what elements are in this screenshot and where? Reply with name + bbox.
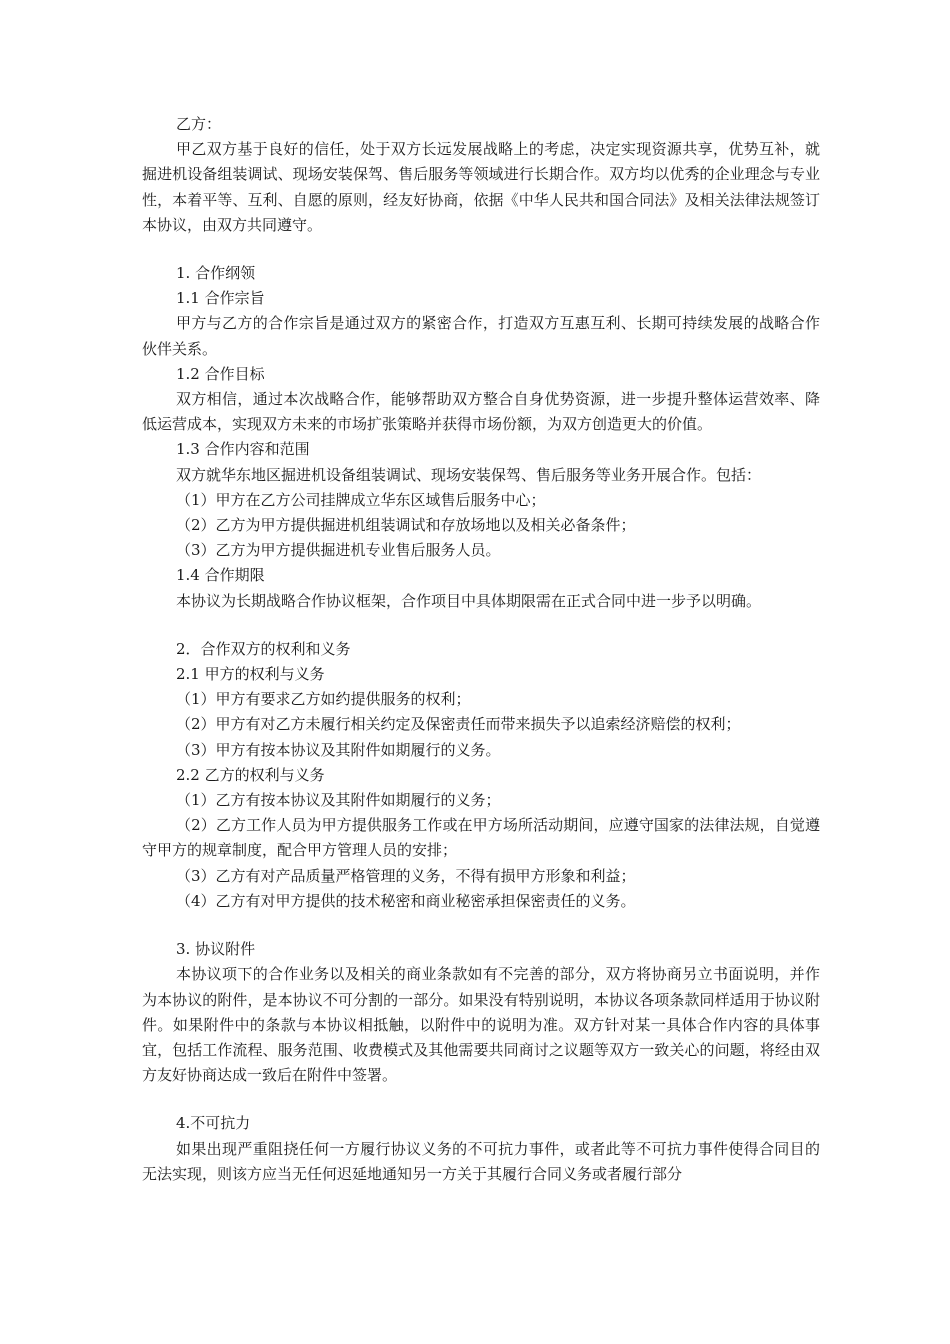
- section-1-3-text: 双方就华东地区掘进机设备组装调试、现场安装保驾、售后服务等业务开展合作。包括：: [176, 465, 762, 484]
- document-page: [142, 112, 820, 1187]
- intro-paragraph: 甲乙双方基于良好的信任，处于双方长远发展战略上的考虑，决定实现资源共享，优势互补，就掘进机设备组装调试、现场安装保驾、售后服务等领域进行长期合作。双方均以优秀的企业理念与专业性，本着平等、互利、自愿的原则，经友好协商，依据《中华人民共和国合同法》及相关法律法规签订本协议，由双方共同遵守。: [142, 140, 820, 234]
- section-1-2-text: 双方相信，通过本次战略合作，能够帮助双方整合自身优势资源，进一步提升整体运营效率、降低运营成本，实现双方未来的市场扩张策略并获得市场份额，为双方创造更大的价值。: [142, 390, 820, 434]
- section-3-heading: 3. 协议附件: [176, 940, 256, 959]
- section-1-1-heading: 1.1 合作宗旨: [176, 289, 265, 308]
- section-1-2-heading: 1.2 合作目标: [176, 364, 265, 383]
- section-1-heading: 1. 合作纲领: [176, 264, 256, 283]
- list-item: （1）乙方有按本协议及其附件如期履行的义务；: [176, 791, 501, 810]
- list-item: （4）乙方有对甲方提供的技术秘密和商业秘密承担保密责任的义务。: [176, 891, 636, 910]
- list-item: （1）甲方在乙方公司挂牌成立华东区域售后服务中心；: [176, 490, 546, 509]
- list-item: （1）甲方有要求乙方如约提供服务的权利；: [176, 690, 471, 709]
- section-1-4-text: 本协议为长期战略合作协议框架，合作项目中具体期限需在正式合同中进一步予以明确。: [176, 591, 762, 610]
- list-item: （3）乙方有对产品质量严格管理的义务，不得有损甲方形象和利益；: [176, 866, 636, 885]
- section-1-3-heading: 1.3 合作内容和范围: [176, 440, 310, 459]
- section-1-1-text: 甲方与乙方的合作宗旨是通过双方的紧密合作，打造双方互惠互利、长期可持续发展的战略合作伙伴关系。: [142, 314, 820, 358]
- section-2-1-heading: 2.1 甲方的权利与义务: [176, 665, 325, 684]
- section-1-4-heading: 1.4 合作期限: [176, 566, 265, 585]
- list-item: （2）乙方为甲方提供掘进机组装调试和存放场地以及相关必备条件；: [176, 516, 636, 535]
- list-item: （3）甲方有按本协议及其附件如期履行的义务。: [176, 740, 501, 759]
- list-item: （3）乙方为甲方提供掘进机专业售后服务人员。: [176, 541, 501, 560]
- section-4-heading: 4.不可抗力: [176, 1114, 251, 1133]
- party-b-label: 乙方：: [176, 115, 222, 133]
- section-2-heading: 2．合作双方的权利和义务: [176, 639, 351, 658]
- list-item: （2）乙方工作人员为甲方提供服务工作或在甲方场所活动期间，应遵守国家的法律法规，自觉遵守甲方的规章制度，配合甲方管理人员的安排；: [142, 816, 820, 860]
- section-4-text: 如果出现严重阻挠任何一方履行协议义务的不可抗力事件，或者此等不可抗力事件使得合同目的无法实现，则该方应当无任何迟延地通知另一方关于其履行合同义务或者履行部分: [142, 1139, 820, 1183]
- list-item: （2）甲方有对乙方未履行相关约定及保密责任而带来损失予以追索经济赔偿的权利；: [176, 715, 741, 734]
- section-2-2-heading: 2.2 乙方的权利与义务: [176, 765, 325, 784]
- section-3-text: 本协议项下的合作业务以及相关的商业条款如有不完善的部分，双方将协商另立书面说明，并作为本协议的附件，是本协议不可分割的一部分。如果没有特别说明，本协议各项条款同样适用于协议附件。如果附件中的条款与本协议相抵触，以附件中的说明为准。双方针对某一具体合作内容的具体事宜，包括工作流程、服务范围、收费模式及其他需要共同商讨之议题等双方一致关心的问题，将经由双方友好协商达成一致后在附件中签署。: [142, 965, 820, 1085]
